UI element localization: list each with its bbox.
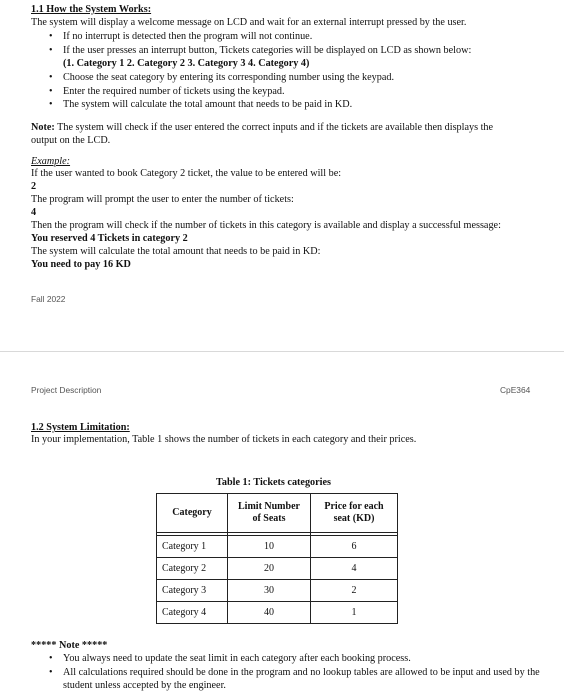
section-1-1-heading: 1.1 How the System Works: xyxy=(31,4,152,15)
seats-cell: 20 xyxy=(228,558,311,580)
bullet-item: • The system will calculate the total amount that needs to be paid in KD. xyxy=(31,98,394,112)
price-cell: 2 xyxy=(311,580,398,602)
bullet-item: • Enter the required number of tickets using the keypad. xyxy=(31,85,394,99)
page-break-divider xyxy=(0,351,564,352)
price-cell: 4 xyxy=(311,558,398,580)
seats-cell: 30 xyxy=(228,580,311,602)
note-paragraph xyxy=(31,121,493,135)
example-value: 4 xyxy=(31,207,37,218)
column-header: Limit Number of Seats xyxy=(228,494,311,533)
bullet-item: • If the user presses an interrupt button, Tickets categories will be displayed on LCD as shown below: xyxy=(31,44,471,58)
section-1-2-heading: 1.2 System Limitation: xyxy=(31,422,130,433)
table-header-row xyxy=(157,494,398,533)
example-label: Example: xyxy=(31,156,71,167)
note-label: Note: xyxy=(31,122,55,133)
bullet-item: • All calculations required should be done in the program and no lookup tables are allowed to be input and used by the student unless accepted by the engineer. xyxy=(31,666,541,693)
table-row xyxy=(157,558,398,580)
note-text: The system will check if the user entered the correct inputs and if the tickets are available then displays the xyxy=(54,122,494,133)
table-row xyxy=(157,536,398,558)
column-header: Category xyxy=(157,494,228,533)
table-caption: Table 1: Tickets categories xyxy=(216,477,331,488)
tickets-table xyxy=(156,493,398,624)
bullet-item: • You always need to update the seat limit in each category after each booking process. xyxy=(31,652,541,666)
price-cell: 6 xyxy=(311,536,398,558)
header-right: CpE364 xyxy=(500,385,531,395)
category-cell: Category 3 xyxy=(157,580,228,602)
category-cell: Category 4 xyxy=(157,602,228,624)
column-header: Price for each seat (KD) xyxy=(311,494,398,533)
bullet-item: • If no interrupt is detected then the program will not continue. xyxy=(31,30,471,44)
seats-cell: 10 xyxy=(228,536,311,558)
example-line: Then the program will check if the number of tickets in this category is available and display a successful message: xyxy=(31,220,501,231)
header-left: Project Description xyxy=(31,385,102,395)
bullet-item: • Choose the seat category by entering its corresponding number using the keypad. xyxy=(31,71,394,85)
section-1-2-intro: In your implementation, Table 1 shows the number of tickets in each category and their prices. xyxy=(31,434,417,445)
table-row xyxy=(157,602,398,624)
category-cell: Category 2 xyxy=(157,558,228,580)
section-1-1-intro: The system will display a welcome message on LCD and wait for an external interrupt pressed by the user. xyxy=(31,17,467,28)
example-value: 2 xyxy=(31,181,37,192)
example-message: You need to pay 16 KD xyxy=(31,259,131,270)
table-row xyxy=(157,580,398,602)
example-line: The system will calculate the total amount that needs to be paid in KD: xyxy=(31,246,321,257)
system-bullets xyxy=(31,30,471,57)
example-line: If the user wanted to book Category 2 ticket, the value to be entered will be: xyxy=(31,168,342,179)
note-bullets xyxy=(31,652,541,693)
category-cell: Category 1 xyxy=(157,536,228,558)
example-line: The program will prompt the user to enter the number of tickets: xyxy=(31,194,294,205)
price-cell: 1 xyxy=(311,602,398,624)
system-bullets-continued xyxy=(31,71,394,112)
footer-term: Fall 2022 xyxy=(31,294,66,304)
note-section-title: ***** Note ***** xyxy=(31,640,108,651)
categories-line: (1. Category 1 2. Category 2 3. Category 3 4. Category 4) xyxy=(63,58,310,69)
example-message: You reserved 4 Tickets in category 2 xyxy=(31,233,188,244)
note-text-line-2: output on the LCD. xyxy=(31,135,111,146)
seats-cell: 40 xyxy=(228,602,311,624)
